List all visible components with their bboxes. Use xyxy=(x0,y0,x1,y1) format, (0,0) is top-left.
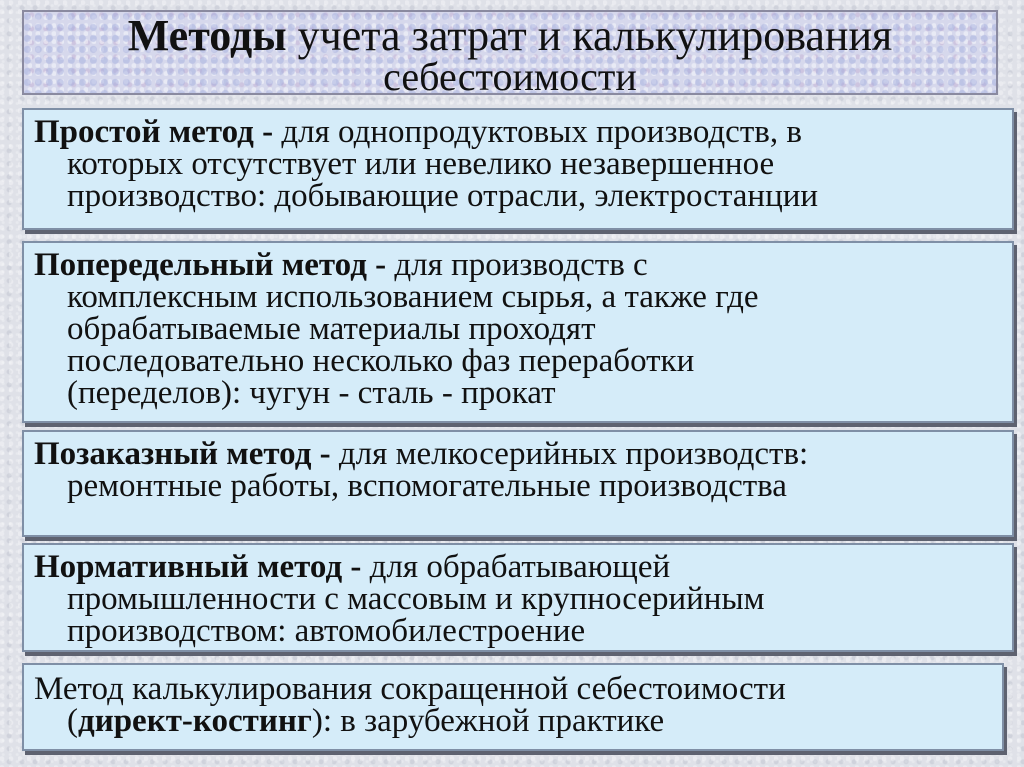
title-rest: учета затрат и калькулирования xyxy=(286,11,893,60)
title-line-1 xyxy=(24,11,996,60)
method-dash: - xyxy=(342,549,370,585)
title-line-2: себестоимости xyxy=(383,54,637,99)
method-description: для производств с xyxy=(394,247,648,283)
method-dash: - xyxy=(366,247,395,283)
method-dash: - xyxy=(253,114,282,150)
method-line: промышленности с массовым и крупносерийным xyxy=(67,581,765,617)
method-first-line xyxy=(34,116,1002,148)
method-card-direct-costing xyxy=(22,663,1004,751)
method-name: Позаказный метод xyxy=(34,436,312,472)
method-card-process xyxy=(22,241,1014,423)
method-first-line xyxy=(34,249,1002,281)
method-first-line xyxy=(34,551,1002,583)
method-line: последовательно несколько фаз переработки xyxy=(67,343,695,379)
method-first-line xyxy=(34,438,1002,470)
direct-costing-line-1: Метод калькулирования сокращенной себестоимости xyxy=(34,671,786,707)
method-description: для обрабатывающей xyxy=(369,549,671,585)
method-name: Попередельный метод xyxy=(34,247,367,283)
method-card-simple xyxy=(22,108,1014,230)
method-line: производством: автомобилестроение xyxy=(67,613,586,649)
method-card-job-order xyxy=(22,430,1014,537)
direct-costing-rest: ): в зарубежной практике xyxy=(311,703,665,739)
method-line: (переделов): чугун - сталь - прокат xyxy=(67,375,556,411)
method-line: комплексным использованием сырья, а также где xyxy=(67,279,759,315)
method-line: обрабатываемые материалы проходят xyxy=(67,311,596,347)
direct-costing-term: директ-костинг xyxy=(78,703,312,739)
direct-costing-paren: ( xyxy=(67,703,78,739)
method-line: которых отсутствует или невелико незавершенное xyxy=(67,146,775,182)
title-box xyxy=(22,10,998,99)
method-name: Нормативный метод xyxy=(34,549,343,585)
method-card-normative xyxy=(22,543,1014,652)
direct-costing-line-2 xyxy=(34,705,992,737)
method-line: производство: добывающие отрасли, электростанции xyxy=(67,178,819,214)
method-description: для мелкосерийных производств: xyxy=(338,436,809,472)
method-name: Простой метод xyxy=(34,114,254,150)
title-strong-word: Методы xyxy=(127,11,287,60)
method-dash: - xyxy=(311,436,339,472)
method-description: для однопродуктовых производств, в xyxy=(281,114,802,150)
method-line: ремонтные работы, вспомогательные производства xyxy=(67,468,787,504)
